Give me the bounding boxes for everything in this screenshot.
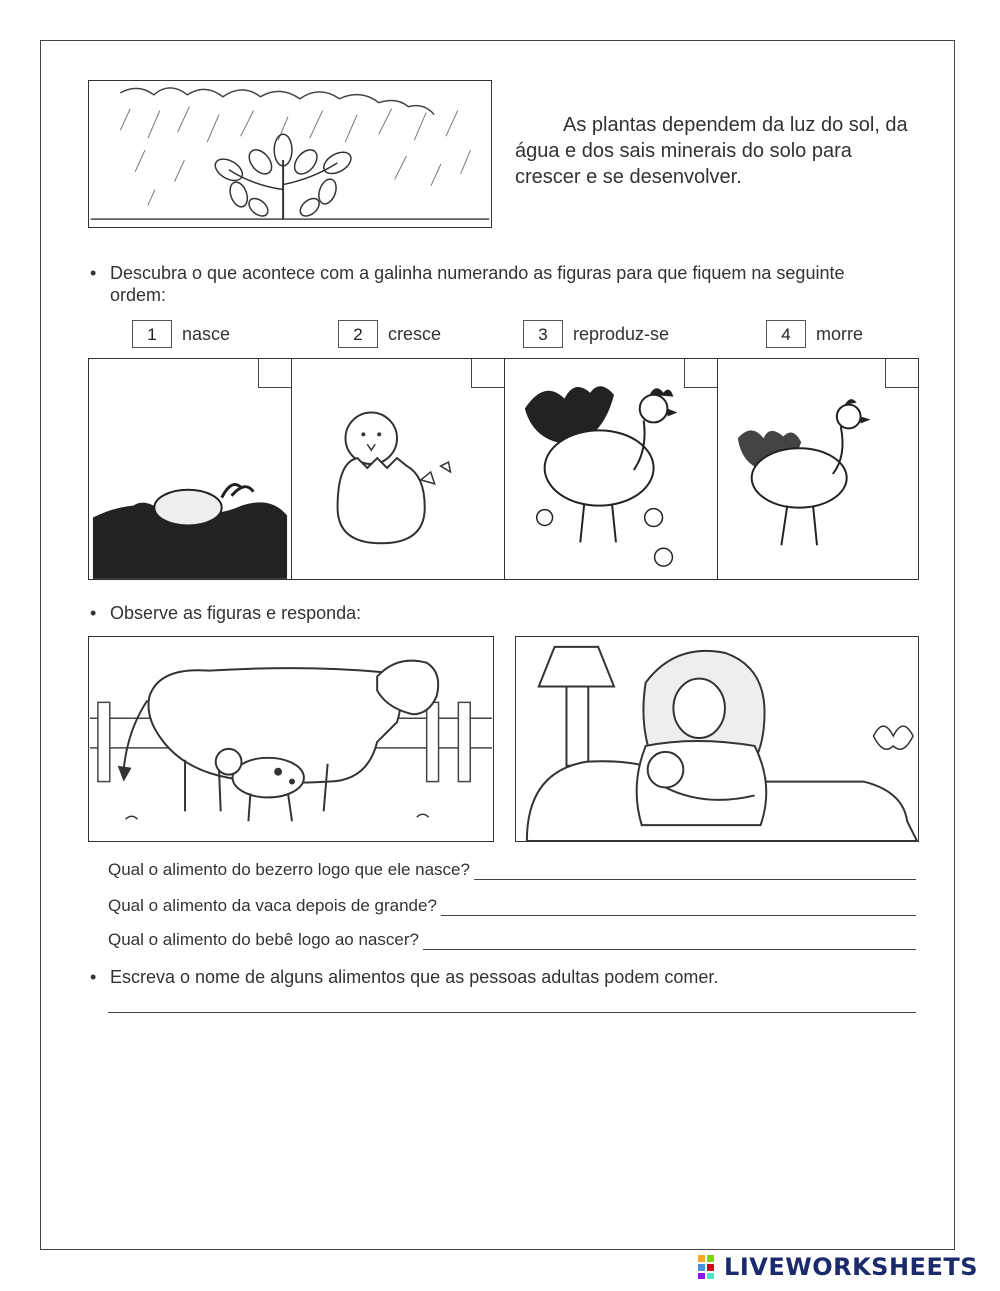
- activity1-text: Descubra o que acontece com a galinha numerando as figuras para que fiquem na seguinte ordem:: [110, 263, 845, 305]
- liveworksheets-logo-icon: [698, 1255, 724, 1279]
- activity1-instruction: [90, 262, 890, 306]
- number-answer-box[interactable]: [258, 359, 291, 388]
- order-item-4: [766, 320, 863, 348]
- order-label: reproduz-se: [573, 323, 670, 344]
- question-3-text: Qual o alimento do bebê logo ao nascer?: [108, 930, 419, 949]
- answer-line-2[interactable]: [441, 899, 916, 916]
- chicken-panel-hatching: [291, 358, 505, 580]
- cow-calf-drawing: [89, 637, 493, 841]
- hatching-chick-drawing: [292, 359, 504, 579]
- activity3-text: Escreva o nome de alguns alimentos que as pessoas adultas podem comer.: [110, 967, 719, 987]
- plant-rain-drawing: [89, 81, 491, 227]
- order-label: morre: [816, 323, 864, 344]
- order-number-box: 4: [766, 320, 806, 348]
- chicken-panel-reproducing: [504, 358, 718, 580]
- number-answer-box[interactable]: [684, 359, 717, 388]
- grown-chicken-drawing: [718, 359, 918, 579]
- mother-nursing-drawing: [516, 637, 918, 841]
- mother-baby-illustration: [515, 636, 919, 842]
- answer-line-3[interactable]: [423, 933, 916, 950]
- question-2-text: Qual o alimento da vaca depois de grande?: [108, 896, 437, 915]
- bullet-mark: •: [90, 967, 97, 987]
- activity2-instruction: [90, 602, 361, 624]
- logo-text: LIVEWORKSHEETS: [724, 1253, 978, 1281]
- order-item-1: [132, 320, 230, 348]
- question-1-text: Qual o alimento do bezerro logo que ele nasce?: [108, 860, 470, 879]
- order-item-2: [338, 320, 441, 348]
- bullet-mark: •: [90, 263, 97, 283]
- liveworksheets-logo: [698, 1253, 978, 1281]
- dead-chicken-drawing: [89, 359, 291, 579]
- order-label: cresce: [388, 323, 442, 344]
- intro-paragraph: As plantas dependem da luz do sol, da água e dos sais minerais do solo para crescer e se desenvolver.: [515, 114, 908, 188]
- plant-rain-illustration: [88, 80, 492, 228]
- chicken-panel-dead: [88, 358, 292, 580]
- hen-with-chicks-drawing: [505, 359, 717, 579]
- bullet-mark: •: [90, 603, 97, 623]
- order-number-box: 2: [338, 320, 378, 348]
- question-3-row: [108, 930, 916, 950]
- activity2-text: Observe as figuras e responda:: [110, 603, 362, 623]
- number-answer-box[interactable]: [885, 359, 918, 388]
- activity3-instruction: [90, 966, 718, 988]
- cow-calf-illustration: [88, 636, 494, 842]
- number-answer-box[interactable]: [471, 359, 504, 388]
- question-2-row: [108, 896, 916, 916]
- order-number-box: 1: [132, 320, 172, 348]
- answer-line-1[interactable]: [474, 863, 916, 880]
- chicken-panel-grown: [717, 358, 919, 580]
- order-item-3: [523, 320, 669, 348]
- order-label: nasce: [182, 323, 231, 344]
- order-number-box: 3: [523, 320, 563, 348]
- answer-line-4[interactable]: [108, 1012, 916, 1013]
- question-1-row: [108, 860, 916, 880]
